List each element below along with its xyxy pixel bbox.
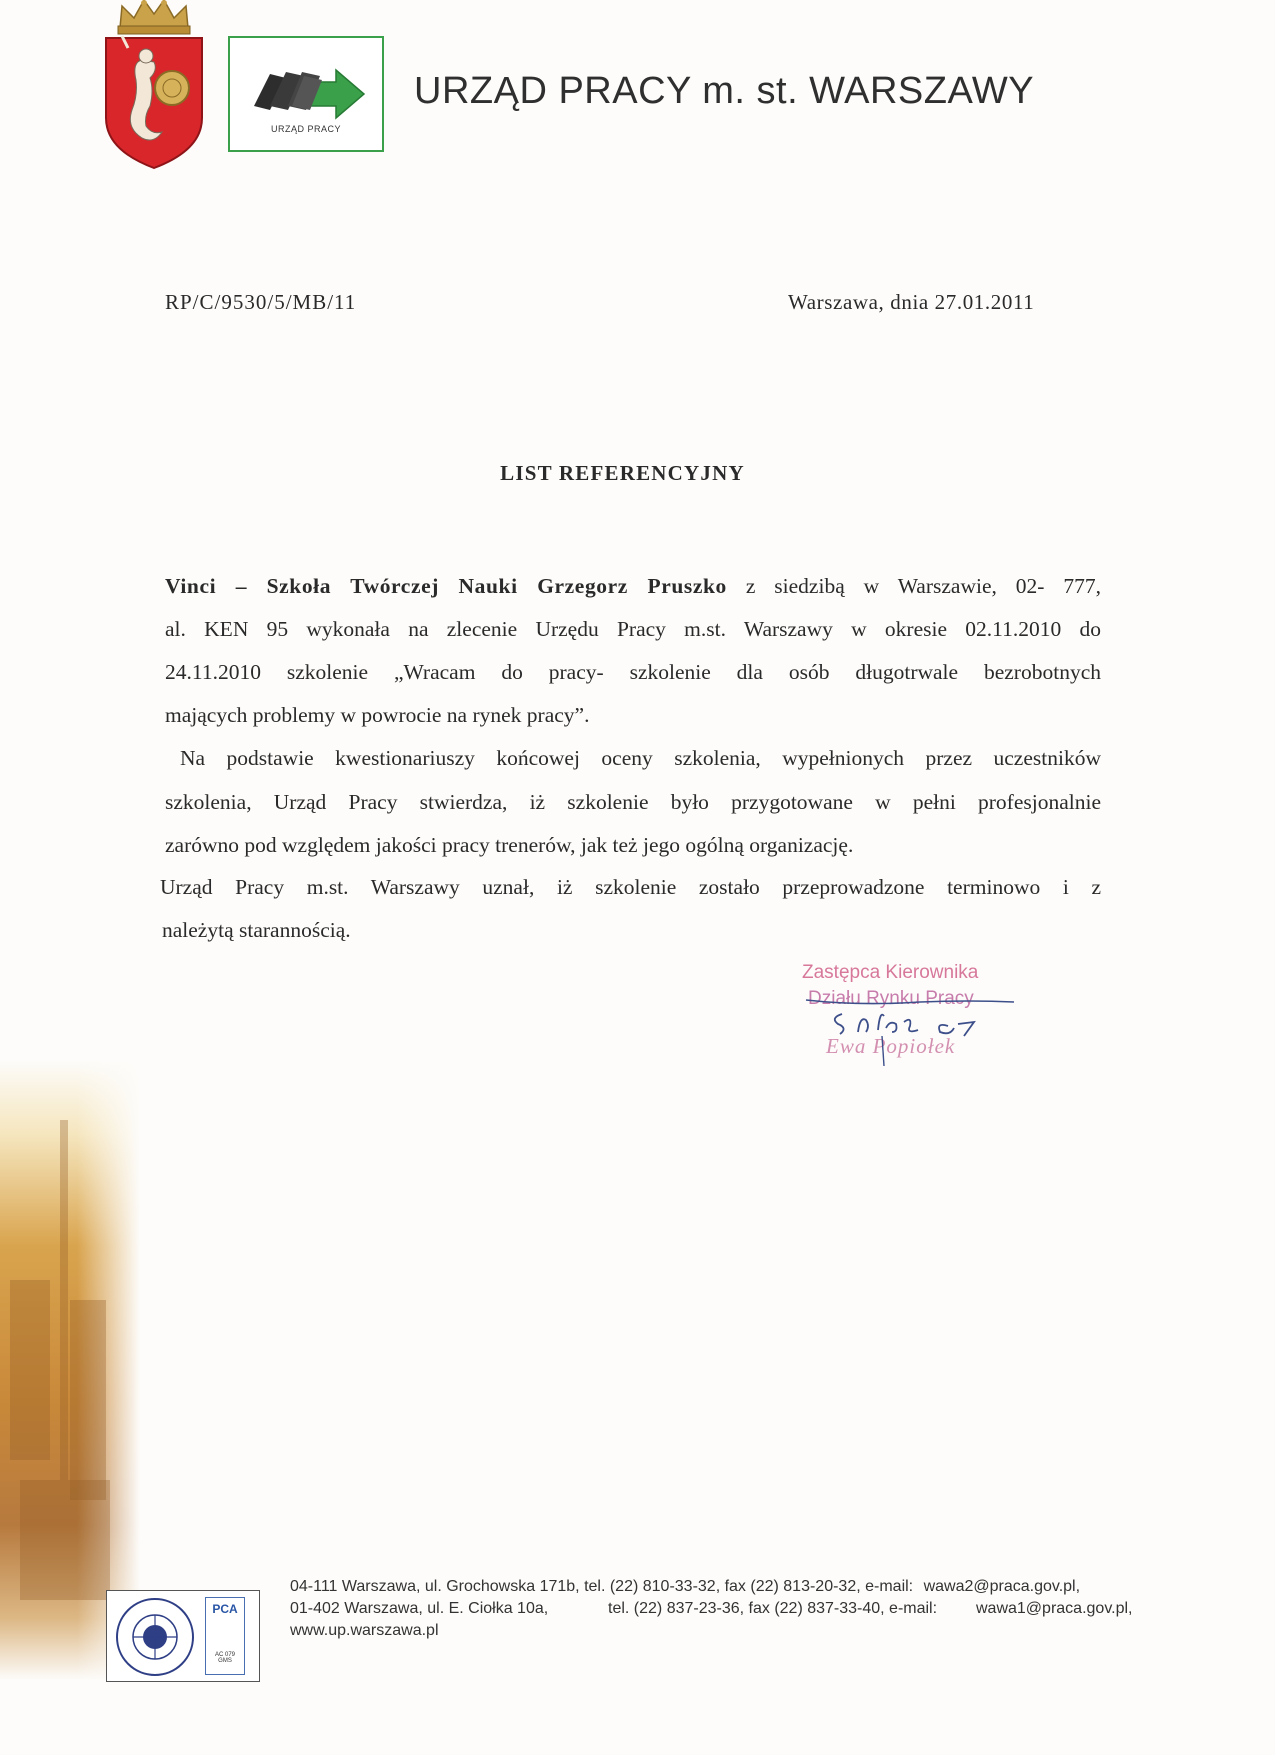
document-title: LIST REFERENCYJNY <box>500 461 745 485</box>
pca-sub: GMS <box>218 1658 232 1664</box>
stamp-department: Działu Rynku Pracy <box>808 988 974 1009</box>
paragraph-2-line-1: Na podstawie kwestionariuszy końcowej oceny szkolenia, wypełnionych przez uczestników <box>180 746 1101 770</box>
paragraph-1-line-3: 24.11.2010 szkolenie „Wracam do pracy- szkolenie dla osób długotrwale bezrobotnych <box>165 660 1101 684</box>
footer-address-grochowska: 04-111 Warszawa, ul. Grochowska 171b, tel. (22) 810-33-32, fax (22) 813-20-32, e-mail: <box>290 1578 914 1595</box>
pca-accreditation-badge <box>205 1597 245 1675</box>
footer-contact-ciolka: tel. (22) 837-23-36, fax (22) 837-33-40, e-mail: <box>608 1600 938 1617</box>
stamp-position-title: Zastępca Kierownika <box>802 962 979 983</box>
paragraph-1-line-1 <box>165 574 1101 599</box>
company-name: Vinci – Szkoła Twórczej Nauki Grzegorz Pruszko <box>165 574 727 598</box>
paragraph-1-line-4: mających problemy w powrocie na rynek pracy”. <box>165 703 590 727</box>
logo-arrow-cards-icon <box>240 52 374 122</box>
handwritten-signature <box>800 980 1020 1070</box>
office-title: URZĄD PRACY m. st. WARSZAWY <box>414 70 1035 112</box>
paragraph-1-line-2: al. KEN 95 wykonała na zlecenie Urzędu Pracy m.st. Warszawy w okresie 02.11.2010 do <box>165 617 1101 641</box>
footer-email-wawa2[interactable]: wawa2@praca.gov.pl, <box>923 1578 1081 1595</box>
stamp-name: Ewa Popiołek <box>826 1034 956 1058</box>
footer-email-wawa1[interactable]: wawa1@praca.gov.pl, <box>976 1600 1133 1617</box>
footer-address-line-1 <box>290 1578 1080 1596</box>
certification-logos <box>106 1590 260 1682</box>
footer-address-ciolka: 01-402 Warszawa, ul. E. Ciołka 10a, <box>290 1600 549 1617</box>
paragraph-2-line-3: zarówno pod względem jakości pracy trenerów, jak też jego ogólną organizację. <box>165 833 854 857</box>
paragraph-3-line-2: należytą starannością. <box>162 918 351 942</box>
company-address: z siedzibą w Warszawie, 02- 777, <box>745 574 1101 598</box>
warsaw-coat-of-arms-icon <box>102 0 207 172</box>
city-skyline-decoration <box>0 1060 140 1680</box>
pca-code: AC 079 <box>214 1652 235 1658</box>
chamber-of-commerce-seal-icon <box>113 1595 199 1679</box>
urzad-pracy-logo <box>228 36 384 152</box>
pca-label: PCA <box>212 1602 238 1616</box>
logo-caption: URZĄD PRACY <box>270 124 341 134</box>
paragraph-2-line-2: szkolenia, Urząd Pracy stwierdza, iż szkolenie było przygotowane w pełni profesjonalnie <box>165 790 1101 814</box>
footer-website[interactable]: www.up.warszawa.pl <box>290 1622 439 1639</box>
place-date: Warszawa, dnia 27.01.2011 <box>788 290 1035 314</box>
paragraph-3-line-1: Urząd Pracy m.st. Warszawy uznał, iż szkolenie zostało przeprowadzone terminowo i z <box>160 875 1101 899</box>
reference-number: RP/C/9530/5/MB/11 <box>165 290 357 314</box>
footer-address-line-2 <box>290 1600 1150 1618</box>
